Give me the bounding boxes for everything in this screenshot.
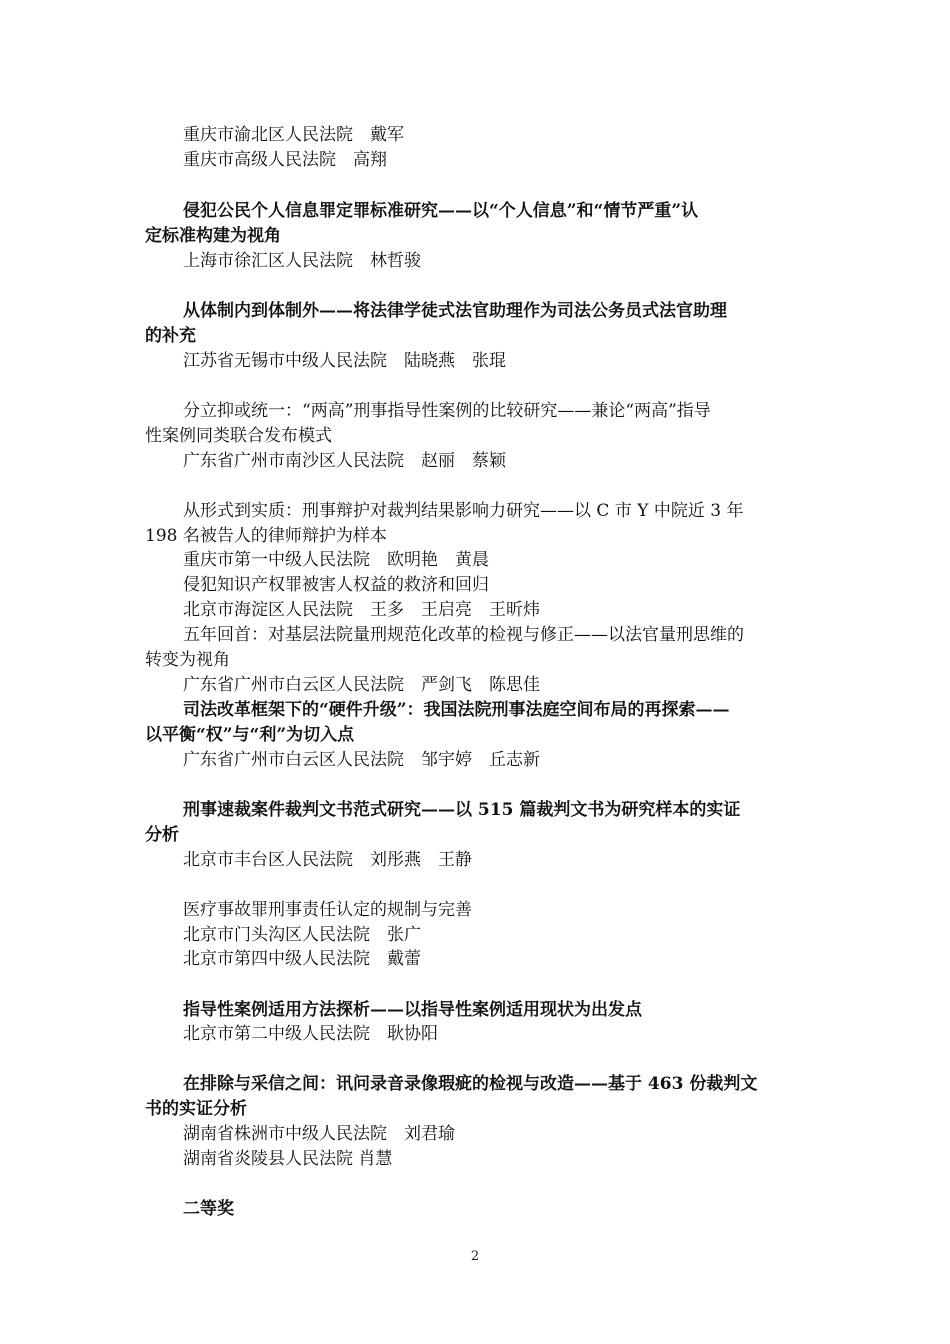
- text-line: 五年回首：对基层法院量刑规范化改革的检视与修正——以法官量刑思维的: [183, 625, 744, 645]
- text-line: 江苏省无锡市中级人民法院 陆晓燕 张琨: [183, 351, 506, 371]
- heading-line: 分析: [145, 825, 179, 845]
- text-line: 北京市第四中级人民法院 戴蕾: [183, 949, 421, 969]
- text-line: 广东省广州市白云区人民法院 严剑飞 陈思佳: [183, 675, 540, 695]
- page-number: 2: [470, 1249, 480, 1264]
- text-line: 从形式到实质：刑事辩护对裁判结果影响力研究——以 C 市 Y 中院近 3 年: [183, 501, 744, 521]
- text-line: 湖南省株洲市中级人民法院 刘君瑜: [183, 1124, 455, 1144]
- text-line: 转变为视角: [145, 650, 230, 670]
- text-line: 重庆市高级人民法院 高翔: [183, 150, 387, 170]
- heading-line: 侵犯公民个人信息罪定罪标准研究——以“个人信息”和“情节严重”认: [183, 201, 699, 221]
- text-line: 湖南省炎陵县人民法院 肖慧: [183, 1149, 393, 1169]
- heading-line: 在排除与采信之间：讯问录音录像瑕疵的检视与改造——基于 463 份裁判文: [183, 1074, 758, 1094]
- text-line: 广东省广州市南沙区人民法院 赵丽 蔡颖: [183, 451, 506, 471]
- text-line: 北京市海淀区人民法院 王多 王启亮 王昕炜: [183, 600, 540, 620]
- heading-line: 指导性案例适用方法探析——以指导性案例适用现状为出发点: [183, 1000, 642, 1020]
- text-line: 北京市丰台区人民法院 刘彤燕 王静: [183, 850, 472, 870]
- text-line: 重庆市渝北区人民法院 戴军: [183, 125, 404, 145]
- text-line: 分立抑或统一：“两高”刑事指导性案例的比较研究——兼论“两高”指导: [183, 401, 711, 421]
- text-line: 侵犯知识产权罪被害人权益的救济和回归: [183, 575, 489, 595]
- text-line: 医疗事故罪刑事责任认定的规制与完善: [183, 900, 472, 920]
- heading-line: 司法改革框架下的“硬件升级”：我国法院刑事法庭空间布局的再探索——: [183, 700, 730, 720]
- text-line: 198 名被告人的律师辩护为样本: [145, 526, 387, 546]
- text-line: 重庆市第一中级人民法院 欧明艳 黄晨: [183, 550, 489, 570]
- text-line: 性案例同类联合发布模式: [145, 426, 332, 446]
- heading-line: 定标准构建为视角: [145, 226, 281, 246]
- heading-line: 以平衡“权”与“利”为切入点: [145, 725, 355, 745]
- heading-line: 的补充: [145, 326, 196, 346]
- heading-line: 二等奖: [183, 1199, 234, 1219]
- heading-line: 刑事速裁案件裁判文书范式研究——以 515 篇裁判文书为研究样本的实证: [183, 800, 741, 820]
- text-line: 北京市门头沟区人民法院 张广: [183, 925, 421, 945]
- text-line: 广东省广州市白云区人民法院 邹宇婷 丘志新: [183, 750, 540, 770]
- heading-line: 从体制内到体制外——将法律学徒式法官助理作为司法公务员式法官助理: [183, 301, 727, 321]
- text-line: 北京市第二中级人民法院 耿协阳: [183, 1024, 438, 1044]
- heading-line: 书的实证分析: [145, 1099, 247, 1119]
- text-line: 上海市徐汇区人民法院 林哲骏: [183, 251, 421, 271]
